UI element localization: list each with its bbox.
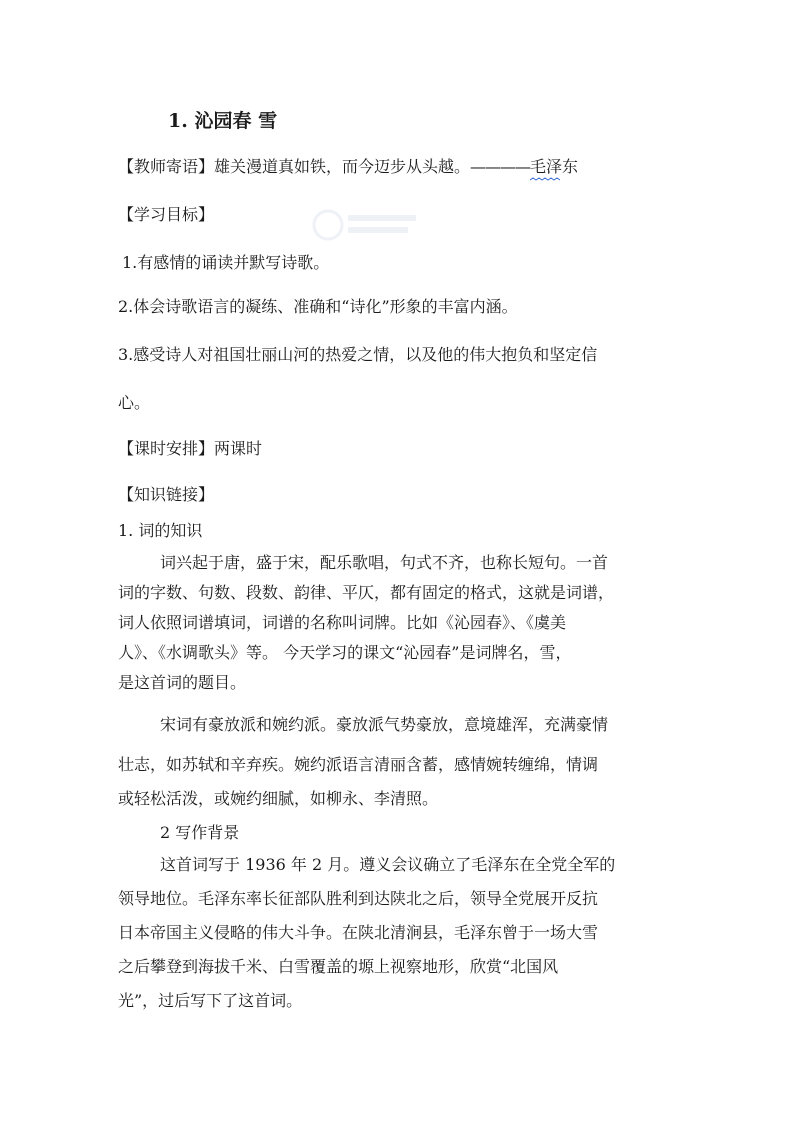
page-title: 1. 沁园春 雪 [168,110,278,132]
schedule-value: 两课时 [214,439,263,458]
section2-title: 2 写作背景 [160,823,240,842]
knowledge-heading: 【知识链接】 [118,485,215,504]
section2-p-line2: 领导地位。毛泽东率长征部队胜利到达陕北之后，领导全党展开反抗 [118,889,599,908]
section2-p-line3: 日本帝国主义侵略的伟大斗争。在陕北清涧县，毛泽东曾于一场大雪 [118,923,599,942]
watermark-logo [310,205,420,245]
learning-goal-2: 2.体会诗歌语言的凝练、准确和“诗化”形象的丰富内涵。 [118,297,518,316]
section1-p1-line4: 人》、《水调歌头》等。 今天学习的课文“沁园春”是词牌名，雪， [118,643,572,662]
spellcheck-squiggle-icon [530,177,560,182]
section1-p1-line1: 词兴起于唐，盛于宋，配乐歌唱，句式不齐，也称长短句。一首 [160,553,609,572]
learning-goal-3-cont: 心。 [118,393,151,412]
section1-p1-line2: 词的字数、句数、段数、韵律、平仄，都有固定的格式，这就是词谱， [118,583,615,602]
learning-goal-1: 1.有感情的诵读并默写诗歌。 [122,253,330,272]
teacher-quote-label: 【教师寄语】 [118,157,215,176]
teacher-quote-text: 雄关漫道真如铁，而今迈步从头越。 [214,157,471,176]
learning-goal-3: 3.感受诗人对祖国壮丽山河的热爱之情，以及他的伟大抱负和坚定信 [118,345,598,364]
teacher-quote [118,156,578,178]
section1-p2-line2: 壮志，如苏轼和辛弃疾。婉约派语言清丽含蓄，感情婉转缠绵，情调 [118,755,599,774]
section2-p-line4: 之后攀登到海拔千米、白雪覆盖的塬上视察地形，欣赏“北国风 [118,957,559,976]
section1-p2-line3: 或轻松活泼，或婉约细腻，如柳永、李清照。 [118,789,439,808]
section1-p2-line1: 宋词有豪放派和婉约派。豪放派气势豪放，意境雄浑，充满豪情 [160,715,609,734]
section2-p-line5: 光”，过后写下了这首词。 [118,991,303,1010]
section1-p1-line3: 词人依照词谱填词，词谱的名称叫词牌。比如《沁园春》、《虞美 [118,613,567,632]
section1-p1-line5: 是这首词的题目。 [118,673,247,692]
teacher-quote-author [530,156,578,178]
section2-p-line1: 这首词写于 1936 年 2 月。遵义会议确立了毛泽东在全党全军的 [160,855,616,874]
schedule-label: 【课时安排】 [118,439,215,458]
teacher-quote-author-text: 毛泽东 [530,157,579,176]
learning-goals-heading: 【学习目标】 [118,205,215,224]
teacher-quote-dash: ———— [470,157,531,176]
schedule [118,438,262,460]
section1-title: 1. 词的知识 [118,521,203,540]
